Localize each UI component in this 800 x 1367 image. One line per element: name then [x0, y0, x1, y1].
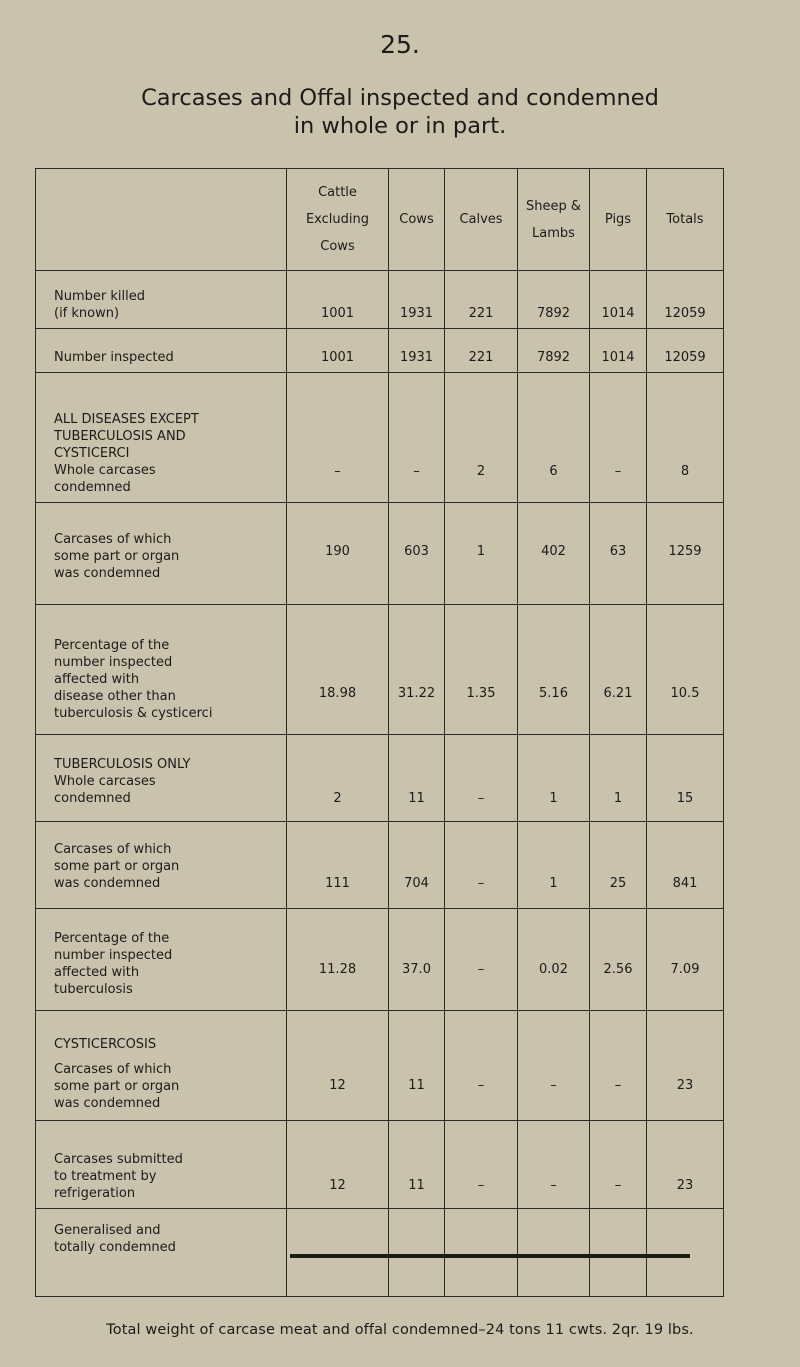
cell: 12: [287, 1011, 389, 1121]
cell: –: [445, 822, 518, 909]
cell: –: [445, 735, 518, 822]
cell: –: [389, 373, 445, 503]
cell: [287, 1209, 389, 1297]
cell: 1931: [389, 329, 445, 373]
cell: 2: [445, 373, 518, 503]
title-line-2: in whole or in part.: [293, 113, 507, 139]
cell: 6: [518, 373, 590, 503]
row-cyst-general: [36, 1209, 724, 1297]
cell: 0.02: [518, 909, 590, 1011]
row-tb-part: [36, 822, 724, 909]
cell: 63: [590, 503, 647, 605]
label-tb-pct: Percentage of the number inspected affected with tuberculosis: [36, 909, 287, 1011]
row-cyst-part: [36, 1011, 724, 1121]
cell: 402: [518, 503, 590, 605]
cell: [590, 1209, 647, 1297]
cell: 1014: [590, 329, 647, 373]
cell: 23: [647, 1011, 724, 1121]
label-inspected: Number inspected: [36, 329, 287, 373]
cell: –: [518, 1011, 590, 1121]
header-sheep: Sheep & Lambs: [518, 169, 590, 271]
cell: –: [445, 1011, 518, 1121]
cell: –: [590, 1011, 647, 1121]
cell: 8: [647, 373, 724, 503]
header-pigs: Pigs: [590, 169, 647, 271]
cell: 18.98: [287, 605, 389, 735]
cell: 11.28: [287, 909, 389, 1011]
cell: 1001: [287, 271, 389, 329]
title-line-1: Carcases and Offal inspected and condemned: [141, 85, 659, 111]
label-tb-part: Carcases of which some part or organ was condemned: [36, 822, 287, 909]
cell: 1931: [389, 271, 445, 329]
cell: –: [445, 1121, 518, 1209]
cell: 2: [287, 735, 389, 822]
cell: 704: [389, 822, 445, 909]
cell: 1001: [287, 329, 389, 373]
cell: 10.5: [647, 605, 724, 735]
header-cattle: Cattle Excluding Cows: [287, 169, 389, 271]
row-inspected: [36, 329, 724, 373]
cell: 1: [445, 503, 518, 605]
row-other-pct: [36, 605, 724, 735]
header-calves: Calves: [445, 169, 518, 271]
cell: 11: [389, 735, 445, 822]
cell: 1: [518, 822, 590, 909]
cell: –: [518, 1121, 590, 1209]
cell: 12059: [647, 329, 724, 373]
cell: 7.09: [647, 909, 724, 1011]
cell: 7892: [518, 271, 590, 329]
label-other-part: Carcases of which some part or organ was condemned: [36, 503, 287, 605]
inspection-table: [35, 168, 724, 1297]
header-blank: [36, 169, 287, 271]
cell: 221: [445, 271, 518, 329]
cell: 6.21: [590, 605, 647, 735]
cell: [647, 1209, 724, 1297]
label-other-pct: Percentage of the number inspected affected with disease other than tuberculosis & cysticerci: [36, 605, 287, 735]
cell: 603: [389, 503, 445, 605]
cell: 15: [647, 735, 724, 822]
cell: 841: [647, 822, 724, 909]
cell: 25: [590, 822, 647, 909]
cell: –: [590, 373, 647, 503]
row-other-whole: [36, 373, 724, 503]
row-tb-pct: [36, 909, 724, 1011]
cell: 2.56: [590, 909, 647, 1011]
cell: [445, 1209, 518, 1297]
cell: 1: [590, 735, 647, 822]
row-tb-whole: [36, 735, 724, 822]
row-killed: [36, 271, 724, 329]
cell: 12059: [647, 271, 724, 329]
header-totals: Totals: [647, 169, 724, 271]
cell: 111: [287, 822, 389, 909]
cell: 11: [389, 1121, 445, 1209]
label-cyst-refrig: Carcases submitted to treatment by refrigeration: [36, 1121, 287, 1209]
header-cows: Cows: [389, 169, 445, 271]
cell: 31.22: [389, 605, 445, 735]
cell: 12: [287, 1121, 389, 1209]
row-cyst-refrig: [36, 1121, 724, 1209]
header-row: [36, 169, 724, 271]
label-other-whole: ALL DISEASES EXCEPT TUBERCULOSIS AND CYSTICERCI Whole carcases condemned: [36, 373, 287, 503]
heavy-rule: [290, 1254, 690, 1258]
cell: 1: [518, 735, 590, 822]
cell: 37.0: [389, 909, 445, 1011]
cell: –: [287, 373, 389, 503]
cell: 23: [647, 1121, 724, 1209]
cell: 7892: [518, 329, 590, 373]
label-killed: Number killed (if known): [36, 271, 287, 329]
cell: 1014: [590, 271, 647, 329]
label-cyst-general: Generalised and totally condemned: [36, 1209, 287, 1297]
page-number: 25.: [380, 30, 420, 59]
label-cyst-part: CYSTICERCOSIS Carcases of which some part or organ was condemned: [36, 1011, 287, 1121]
footer-total-weight: Total weight of carcase meat and offal condemned–24 tons 11 cwts. 2qr. 19 lbs.: [106, 1322, 694, 1338]
cell: 1.35: [445, 605, 518, 735]
cell: 190: [287, 503, 389, 605]
page-title: [0, 84, 800, 140]
cell: [389, 1209, 445, 1297]
cell: –: [445, 909, 518, 1011]
cell: 221: [445, 329, 518, 373]
row-other-part: [36, 503, 724, 605]
cell: 1259: [647, 503, 724, 605]
cell: –: [590, 1121, 647, 1209]
cell: 11: [389, 1011, 445, 1121]
cell: 5.16: [518, 605, 590, 735]
cell: [518, 1209, 590, 1297]
label-tb-whole: TUBERCULOSIS ONLY Whole carcases condemned: [36, 735, 287, 822]
